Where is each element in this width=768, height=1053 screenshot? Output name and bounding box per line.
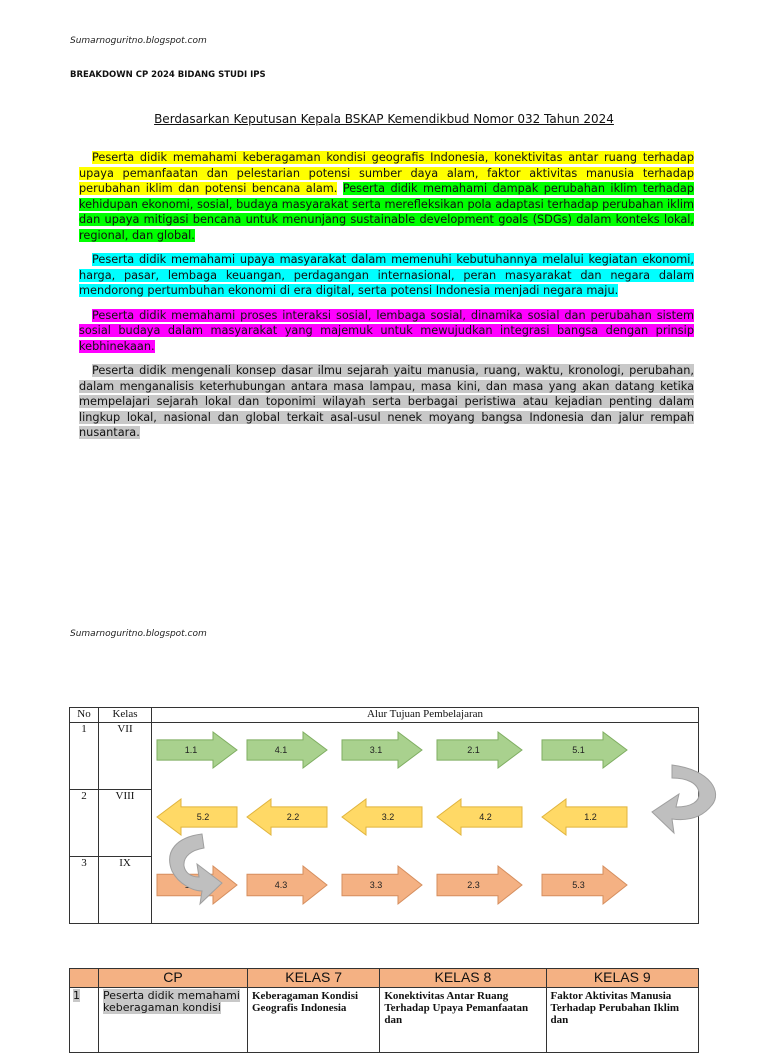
flow-arrow-label: 2.2 — [286, 812, 300, 822]
row-no: 3 — [70, 857, 99, 924]
highlight-magenta-text: Peserta didik memahami proses interaksi sosial, lembaga sosial, dinamika sosial dan perubahan sistem sosial budaya dalam masyarakat yang majemuk untuk mewujudkan integrasi bangsa dengan prinsip kebhinekaan. — [79, 308, 694, 353]
row-kelas: VIII — [99, 790, 152, 857]
row-no: 1 — [70, 723, 99, 790]
row-kelas: VII — [99, 723, 152, 790]
flow-arrow-label: 5.1 — [572, 745, 585, 755]
flow-arrow-label: 5.3 — [572, 880, 585, 890]
flow-arrow-label: 1.1 — [184, 745, 198, 755]
row-kelas8: Konektivitas Antar Ruang Terhadap Upaya Pemanfaatan dan — [380, 988, 546, 1053]
highlight-green-text: Peserta didik memahami dampak perubahan iklim terhadap kehidupan ekonomi, sosial, budaya masyarakat serta merefleksikan pola adaptasi terhadap perubahan iklim dan upaya mitigasi bencana untuk menunjang sustainable development goals (SDGs) dalam konteks lokal, regional, dan global. — [79, 182, 695, 242]
header-kelas8: KELAS 8 — [380, 969, 546, 988]
flow-arrow-label: 4.3 — [274, 880, 288, 890]
paragraph-sejarah — [79, 363, 694, 441]
flow-arrow-label: 3.3 — [369, 880, 383, 890]
flow-diagram — [152, 723, 752, 925]
row-kelas7: Keberagaman Kondisi Geografis Indonesia — [248, 988, 380, 1053]
row-no: 2 — [70, 790, 99, 857]
flow-arrow-label: 5.2 — [196, 812, 210, 822]
flow-table — [69, 707, 699, 924]
row-kelas9: Faktor Aktivitas Manusia Terhadap Perubahan Iklim dan — [546, 988, 699, 1053]
flow-arrow-label: 1.2 — [584, 812, 597, 822]
paragraph-geografi — [79, 150, 694, 243]
flow-arrow-label: 3.1 — [369, 745, 383, 755]
highlight-cyan-text: Peserta didik memahami upaya masyarakat dalam memenuhi kebutuhannya melalui kegiatan ekonomi, harga, pasar, lembaga keuangan, perdagangan internasional, peran masyarakat dan negara dalam mendorong pertumbuhan ekonomi di era digital, serta potensi Indonesia menjadi negara maju. — [79, 253, 694, 297]
row-number: 1 — [70, 988, 99, 1053]
header-kelas7: KELAS 7 — [248, 969, 380, 988]
document-title: BREAKDOWN CP 2024 BIDANG STUDI IPS — [70, 70, 266, 80]
paragraph-sosiologi — [79, 308, 694, 355]
highlight-gray-text: Peserta didik mengenali konsep dasar ilmu sejarah yaitu manusia, ruang, waktu, kronologi, perubahan, dalam menganalisis keterhubungan antara masa lampau, masa kini, dan masa yang akan datang ketika mempelajari sejarah lokal dan toponimi wilayah serta berbagai peristiwa atau kejadian penting dalam lingkup lokal, nasional dan global terkait asal-usul nenek moyang bangsa Indonesia dan jalur rempah nusantara. — [79, 364, 694, 439]
flow-arrow-label: 3.2 — [381, 812, 395, 822]
flow-table-header — [70, 708, 699, 723]
header-kelas: Kelas — [99, 708, 152, 723]
cp-table-row — [70, 988, 699, 1053]
header-alur: Alur Tujuan Pembelajaran — [152, 708, 699, 723]
header-cp: CP — [99, 969, 248, 988]
curve-arrow-right-icon — [652, 765, 716, 833]
flow-arrow-label: 2.1 — [467, 745, 480, 755]
cp-table — [69, 968, 699, 1053]
flow-row-vii — [70, 723, 699, 790]
flow-arrow-label: 4.2 — [479, 812, 492, 822]
header-blank — [70, 969, 99, 988]
flow-diagram-cell — [152, 723, 699, 924]
cp-paragraphs — [79, 150, 694, 450]
footer-site-link[interactable]: Sumarnoguritno.blogspot.com — [70, 629, 207, 639]
row-cp: Peserta didik memahami keberagaman kondisi — [99, 988, 248, 1053]
document-subtitle: Berdasarkan Keputusan Kepala BSKAP Kemendikbud Nomor 032 Tahun 2024 — [154, 112, 614, 126]
flow-arrow-label: 4.1 — [274, 745, 288, 755]
flow-arrow-label: 2.3 — [467, 880, 480, 890]
header-site-link[interactable]: Sumarnoguritno.blogspot.com — [70, 36, 207, 46]
paragraph-ekonomi — [79, 252, 694, 299]
highlight-yellow-text: Peserta didik memahami keberagaman kondisi geografis Indonesia, konektivitas antar ruang terhadap upaya pemanfaatan dan pelestarian potensi sumber daya alam, faktor aktivitas manusia terhadap perubahan iklim dan potensi bencana alam. — [79, 151, 694, 195]
row-kelas: IX — [99, 857, 152, 924]
header-no: No — [70, 708, 99, 723]
header-kelas9: KELAS 9 — [546, 969, 699, 988]
cp-table-header — [70, 969, 699, 988]
